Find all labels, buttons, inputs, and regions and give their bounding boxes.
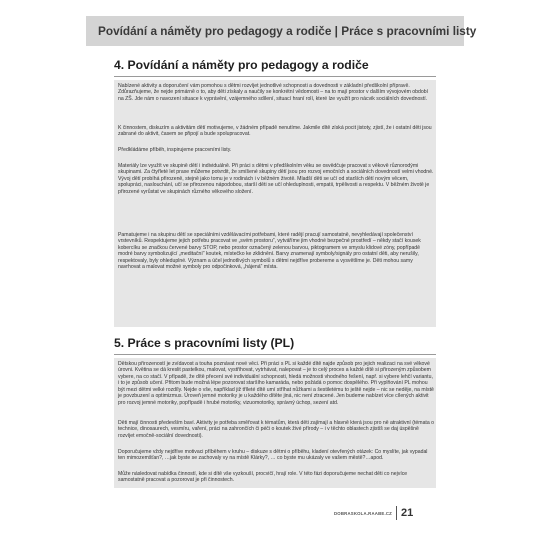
section-5-rule xyxy=(114,354,436,355)
section-5-paragraph: Dětskou přirozeností je zvídavost a touha poznávat nové věci. Při práci s PL si každé dítě najde způsob pro jejich realizaci na své věkové úrovni. Květina se dá kreslit pastelkou, malovat, vystřihovat, vytrhávat, nalepovat – je to celý proces a každé dítě si přirozeným způsobem vybere, na co stačí. V případě, že dítě přecení své individuální schopnosti, hledá možnosti vhodného řešení, např. si vybere lehčí variantu, i to je způsob učení. Přitom bude možná lépe pozorovat staršího kamaráda, nebo požádá o pomoc dospělého. Při vyplňování PL mohou být mezi dětmi velké rozdíly. Nejde o vše, například již tříleté dítě umí stříhat nůžkami a šestiletému to ještě nejde – nic se neděje, na místě je povzbuzení a optimizmus. Úroveň jemné motoriky je u každého dítěte jiná, nic není ztracené. Jen budeme nabízet více cílených aktivit pro rozvoj jemné motoriky, popřípadě i hrubé motoriky, vizuomotoriky, správný úchop, sezení atd. xyxy=(118,361,434,406)
section-5-paragraph: Doporučujeme vždy nejdříve motivaci příběhem v kruhu – diskuze s dětmi o příběhu, kladení otevřených otázek: Co myslíte, jak vypadal ten mimozemšťan?, …jak byste se zachovaly vy na místě Klárky?, … co byste mu ukázaly ve vašem městě?…apod. xyxy=(118,449,428,462)
section-4-paragraph: Materiály lze využít ve skupině dětí i individuálně. Při práci s dětmi v předškolním věku se osvědčuje pracovat s věkově různorodými skupinami. Za čtyřleté let praxe můžeme potvrdit, že smíšené skupiny dětí jsou pro rozvoj emočních a sociálních dovedností velmi vhodné. Vývoj dětí probíhá přirozeně, stejně jako tomu je v rodinách i v běžném životě. Mladší děti se učí od starších dětí novým věcem, spolupráci, naslouchání, učí se přirozenou nápodobou, starší děti se učí ohleduplnosti, empatii, trpělivosti a respektu. V běžném životě je přirozené vyrůstat ve skupinách různého věkového složení. xyxy=(118,163,434,195)
footer-website: DOBRASKOLA.RAABE.CZ xyxy=(334,510,392,516)
section-4-paragraph: Pamatujeme i na skupinu dětí se speciálními vzdělávacími potřebami, které radějí pracují samostatně, nevyhledávají společenství vrstevníků. Respektujeme jejich potřebu pracovat ve „svém prostoru“, vytváříme jim vhodné bezpečné prostředí – někdy stačí kousek kobercíku se značkou červené barvy STOP, nebo prostor označený zelenou barvou, piktogramem ve smyslu klidové zóny, popřípadě modré barvy symbolizující „meditační“ koutek, místečko ke zklidnění. Barvy znamenají symboly/signály pro ostatní děti, aby nerušily, respektovaly, byly ohleduplné. Význam a účel jednotlivých symbolů s dětmi nejdříve probereme a vysvětlíme je. Děti mohou samy navrhovat a malovat možné symboly pro odpočinková, „hájená“ místa. xyxy=(118,232,421,271)
section-4-rule xyxy=(114,76,436,77)
section-5-paragraph: Může následovat nabídka činností, kde si dítě vše vyzkouší, procvičí, hrají role. V této fázi doporučujeme nechat děti co nejvíce samostatně pracovat a pozorovat je při činnostech. xyxy=(118,471,408,484)
document-page xyxy=(86,16,477,541)
section-4-paragraph: K činnostem, diskuzím a aktivitám dětí motivujeme, v žádném případě nenutíme. Jakmile dítě získá pocit jistoty, zjistí, že i ostatní děti jsou zabrané do aktivit, časem se připojí a bude spolupracovat. xyxy=(118,125,432,138)
section-5-title: 5. Práce s pracovními listy (PL) xyxy=(114,336,295,350)
section-4-paragraph: Předkládáme příběh, inspirujeme pracovními listy. xyxy=(118,147,232,153)
page-number: 21 xyxy=(401,507,414,519)
section-5-paragraph: Děti mají činnosti především baví. Aktivity je potřeba směřovat k tématům, která děti zajímají a hlavně která jsou pro ně atraktivní (témata o technice, dinosaurech, vesmíru, vaření, práci na zahrončích či péči o koutek živé přírody – i v těchto oblastech zjistíš se daj úspěšně rozvíjet emočně-sociální dovednosti). xyxy=(118,420,435,439)
section-4-title: 4. Povídání a náměty pro pedagogy a rodiče xyxy=(114,58,369,72)
section-4-shaded-panel xyxy=(114,80,436,327)
page-footer xyxy=(334,504,413,522)
section-4-paragraph: Nabízené aktivity a doporučení vám pomohou s dětmi rozvíjet jednotlivé schopnosti a dovednosti v základní předškolní přípravě. Zdůrazňujeme, že nejde primárně o to, aby děti získaly a naučily se konkrétní vědomosti – na to mají prostor v dalším vývojovém období na ZŠ. Jde nám o navození situace k vyprávění, vzájemného sdílení, situací hraní rolí, které lze využít pro nácvik sociálních dovedností. xyxy=(118,83,429,102)
running-header-title: Povídání a náměty pro pedagogy a rodiče | Práce s pracovními listy xyxy=(98,24,477,38)
footer-divider xyxy=(396,506,397,520)
running-header-bar xyxy=(86,16,477,46)
